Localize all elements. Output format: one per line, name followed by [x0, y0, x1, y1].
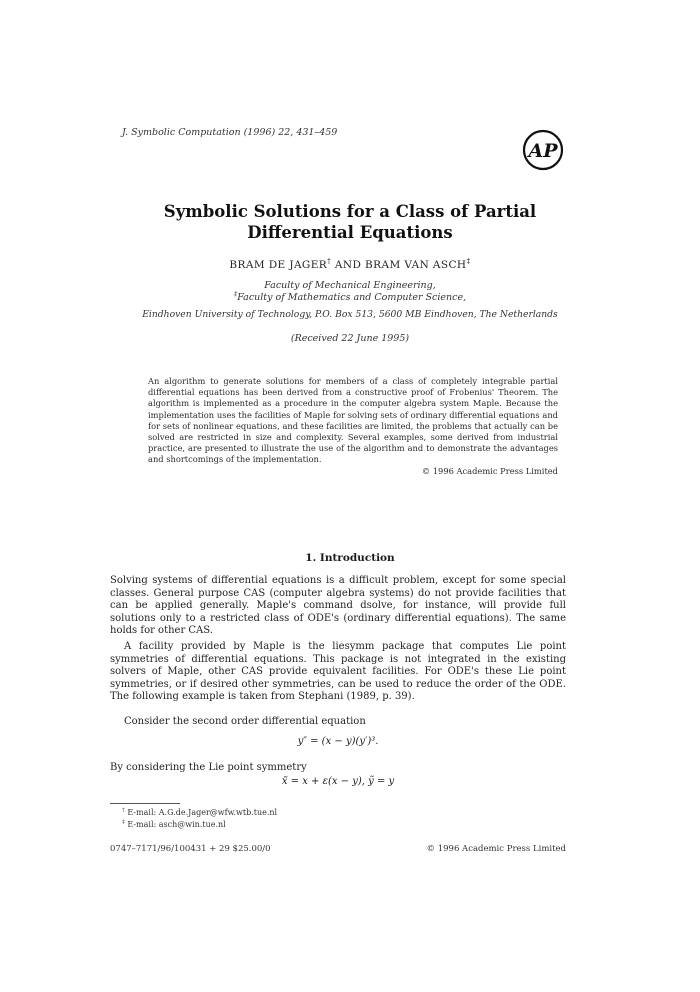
section-heading: 1. Introduction — [305, 552, 395, 564]
author-mark: ‡ — [466, 256, 471, 266]
publisher-logo — [521, 128, 565, 172]
paragraph: Consider the second order differential equation — [124, 716, 366, 727]
footnote-text: E-mail: A.G.de.Jager@wfw.wtb.tue.nl — [127, 808, 278, 817]
equation: x̃ = x + ε(x − y), ỹ = y — [281, 776, 395, 787]
affiliation — [110, 289, 590, 303]
affiliation-text: Faculty of Mathematics and Computer Science, — [237, 292, 467, 303]
paragraph: A facility provided by Maple is the liesymm package that computes Lie point symmetries of differential equations. This package is not integrated in the existing solvers of Maple, other CAS provide equivalent facilities. For ODE's these Lie point symmetries, or if desired other symmetries, can be used to reduce the order of the ODE. The following example is taken from Stephani (1989, p. 39). — [110, 641, 566, 703]
equation: y″ = (x − y)(y′)³. — [297, 736, 379, 747]
paragraph: Solving systems of differential equations is a difficult problem, except for some special classes. General purpose CAS (computer algebra systems) do not provide facilities that can be applied generally. Maple's command dsolve, for instance, will provide full solutions only to a restricted class of ODE's (ordinary differential equations). The same holds for other CAS. — [110, 575, 566, 637]
footnote-rule — [110, 803, 180, 804]
issn-line: 0747–7171/96/100431 + 29 $25.00/0 — [110, 844, 271, 854]
received-date: (Received 22 June 1995) — [290, 333, 410, 344]
footnote-text: E-mail: asch@win.tue.nl — [127, 820, 226, 829]
footnote-mark: † — [122, 807, 125, 814]
abstract-copyright: © 1996 Academic Press Limited — [421, 466, 558, 476]
abstract: An algorithm to generate solutions for members of a class of completely integrable partial differential equations has been derived from a constructive proof of Frobenius' Theorem. The algorithm is implemented as a procedure in the computer algebra system Maple. Because the implementation uses the facilities of Maple for solving sets of ordinary differential equations and for sets of nonlinear equations, and these facilities are limited, the problems that actually can be solved are restricted in size and complexity. Several examples, some derived from industrial practice, are presented to illustrate the use of the algorithm and to demonstrate the advantages and shortcomings of the implementation. — [148, 376, 558, 465]
journal-citation: J. Symbolic Computation (1996) 22, 431–459 — [122, 127, 338, 138]
affiliation-mark: ‡ — [233, 289, 238, 298]
footnote — [122, 808, 277, 817]
affiliation: Faculty of Mechanical Engineering, — [264, 280, 436, 291]
paper-title: Symbolic Solutions for a Class of Partial Differential Equations — [163, 202, 537, 242]
author-list — [110, 256, 590, 271]
address: Eindhoven University of Technology, P.O. Box 513, 5600 MB Eindhoven, The Netherlands — [142, 309, 558, 320]
author-name: AND BRAM VAN ASCH — [334, 259, 467, 271]
footnote-mark: ‡ — [122, 819, 125, 826]
paragraph: By considering the Lie point symmetry — [110, 762, 307, 773]
logo-text: AP — [528, 140, 558, 162]
author-mark: † — [327, 256, 332, 266]
author-name: BRAM DE JAGER — [229, 259, 328, 271]
footnote — [122, 820, 226, 829]
footer-copyright: © 1996 Academic Press Limited — [426, 844, 566, 854]
